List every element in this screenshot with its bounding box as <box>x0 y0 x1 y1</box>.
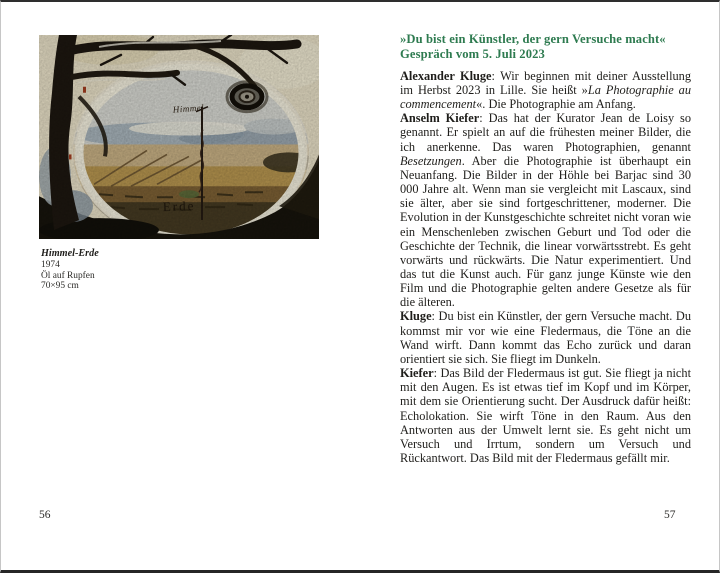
speaker-name: Kiefer <box>400 366 434 381</box>
speaker-name: Anselm Kiefer <box>400 111 480 126</box>
artwork-medium: Öl auf Rupfen <box>41 270 95 281</box>
dialogue <box>400 69 691 465</box>
interview-text-column <box>400 32 691 465</box>
painting-himmel-erde <box>39 35 319 239</box>
artwork-dimensions: 70×95 cm <box>41 281 79 292</box>
artwork-year: 1974 <box>41 260 60 270</box>
dialogue-paragraph: Anselm Kiefer: Das hat der Kurator Jean de Loisy so genannt. Er spielt an auf die frühesten meiner Bilder, die ich anerkenne. Das waren Photographien, genannt Besetzungen. Aber die Photographie ist überhaupt ein Neuanfang. Die Bilder in der Höhle bei Barjac sind 30 000 Jahre alt. Wenn man sie vergleicht mit Lascaux, sind sie älter, aber sie sind fortgeschrittener, moderner. Die Evolution in der Kunstgeschichte schreitet nicht voran wie ein Menschenleben zwischen Geburt und Tod oder die Geschichte der Technik, die linear vorwärtsstrebt. Es geht vorwärts und rückwärts. Die Natur experimentiert. Und das tut die Kunst auch. Für ganz junge Künste wie den Film und die Photographie gelten andere Gesetze als für die älteren. <box>400 111 692 310</box>
speaker-name: Kluge <box>400 309 432 324</box>
dialogue-paragraph: Kiefer: Das Bild der Fledermaus ist gut. Sie fliegt ja nicht mit den Augen. Es ist etwas tief im Kopf und im Körper, mit dem sie Orientierung sucht. Der Ausdruck dafür heißt: Echolokation. Sie wirft Töne in den Raum. Aus den Antworten aus der Umwelt lernt sie. Es geht nicht um Versuch und Irrtum, sondern um Versuch und Rückantwort. Das Bild mit der Fledermaus gefällt mir. <box>400 366 691 466</box>
speaker-name: Alexander Kluge <box>400 68 492 83</box>
page-number-left: 56 <box>39 509 51 521</box>
artwork-caption <box>41 248 241 292</box>
painting-word-himmel: Himmel <box>172 102 205 115</box>
chapter-heading <box>400 32 691 63</box>
dialogue-paragraph: Kluge: Du bist ein Künstler, der gern Versuche macht. Du kommst mir vor wie eine Fledermaus, die Töne an die Wand wirft. Dann kommt das Echo zurück und daran orientiert sie sich. Sie fliegt im Dunkeln. <box>400 309 692 366</box>
dialogue-paragraph: Alexander Kluge: Wir beginnen mit deiner Ausstellung im Herbst 2023 in Lille. Sie heißt »La Photographie au commencement«. Die Photographie am Anfang. <box>400 68 692 112</box>
chapter-heading-line1: »Du bist ein Künstler, der gern Versuche macht« <box>400 32 666 46</box>
artwork-title: Himmel-Erde <box>41 248 99 259</box>
chapter-heading-line2: Gespräch vom 5. Juli 2023 <box>400 47 545 62</box>
page-number-right: 57 <box>664 509 676 521</box>
artwork-image <box>39 35 319 239</box>
painting-word-erde: Erde <box>162 198 196 215</box>
